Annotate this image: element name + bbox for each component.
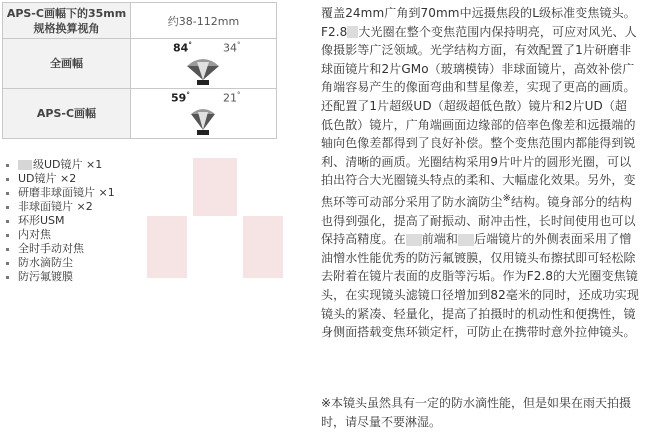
feature-item: 非球面镜片 ×2 (6, 200, 115, 214)
full-frame-tele-angle: 34° (223, 40, 241, 55)
spec-header-aps-equivalent (3, 3, 131, 39)
bullet-icon (6, 192, 9, 195)
feature-item: 内对焦 (6, 228, 115, 242)
bullet-icon (6, 178, 9, 181)
feature-item: 防污氟镀膜 (6, 270, 115, 284)
spec-label-line2: 规格换算视角 (33, 21, 100, 35)
lens-body (197, 80, 209, 85)
lens-description (321, 4, 639, 342)
spec-value-aps-equivalent: 约38-112mm (131, 3, 277, 39)
spec-row-aps-c (3, 89, 277, 139)
aps-c-tele-angle: 21° (223, 90, 241, 105)
bullet-icon (6, 234, 9, 237)
feature-item: UD镜片 ×2 (6, 172, 115, 186)
redacted-block (18, 160, 32, 170)
bullet-icon (6, 206, 9, 209)
feature-item: 全时手动对焦 (6, 242, 115, 256)
description-paragraph (321, 4, 639, 342)
angle-of-view-icon (131, 40, 279, 88)
spec-row-aps-equivalent (3, 3, 277, 39)
watermark-logo (147, 158, 283, 278)
spec-value-aps-c (131, 89, 277, 139)
redacted-block (406, 234, 422, 246)
spec-header-aps-c: APS-C画幅 (3, 89, 131, 139)
angle-of-view-icon (131, 90, 279, 138)
angle-diagram-aps-c (131, 90, 279, 138)
bullet-icon (6, 262, 9, 265)
bullet-icon (6, 164, 9, 167)
description-text-3: 结构。镜身部分的结构也得到强化，提高了耐振动、耐冲击性，长时间使用也可以保持高精度。在 (321, 194, 636, 247)
feature-item: 环形USM (6, 214, 115, 228)
full-frame-wide-angle: 84° (173, 40, 192, 55)
bullet-icon (6, 276, 9, 279)
description-text-5: 后端镜片的外侧表面采用了憎油憎水性能优秀的防污氟镀膜，仅用镜头布擦拭即可轻松除去附着在镜片表面的皮脂等污垢。作为F2.8的大光圈变焦镜头，在实现镜头滤镜口径增加到82毫米的同时，还成功实现镜头的紧凑、轻量化，提高了拍摄时的机动性和便携性，镜身侧面搭载变焦环锁定杆，可防止在携带时意外拉伸镜头。 (321, 232, 639, 340)
bullet-icon (6, 220, 9, 223)
feature-list (6, 158, 115, 284)
feature-item: 防水滴防尘 (6, 256, 115, 270)
spec-table (2, 2, 277, 139)
lens-body (197, 130, 209, 135)
description-text-2: 大光圈在整个变焦范围内保持明亮，可应对风光、人像摄影等广泛领域。光学结构方面，有效配置了1片研磨非球面镜片和2片GMo（玻璃模铸）非球面镜片，高效补偿广角端容易产生的像面弯曲和彗星像差，实现了更高的画质。还配置了1片超级UD（超级超低色散）镜片和2片UD（超低色散）镜片，广角端画面边缘部的倍率色像差和远摄端的轴向色像差都得到了良好补偿。整个变焦范围内都能得到锐利、清晰的画质。光圈结构采用9片叶片的圆形光圈，可以拍出符合大光圈镜头特点的柔和、大幅虚化效果。另外，变焦环等可动部分采用了防水滴防尘 (321, 24, 637, 209)
footnote-mark: ※ (502, 192, 511, 204)
description-text-4: 前端和 (421, 232, 459, 247)
redacted-block (347, 26, 358, 38)
feature-item: 级UD镜片 ×1 (6, 158, 115, 172)
description-text-1: 覆盖24mm广角到70mm中远摄焦段的L级标准变焦镜头。F2.8 (321, 6, 636, 39)
redacted-block (458, 234, 474, 246)
spec-value-full-frame (131, 39, 277, 89)
bullet-icon (6, 248, 9, 251)
angle-diagram-full-frame (131, 40, 279, 88)
spec-header-full-frame: 全画幅 (3, 39, 131, 89)
spec-row-full-frame (3, 39, 277, 89)
spec-label-line1: APS-C画幅下的35mm (6, 6, 127, 20)
waterproof-note: ※本镜头虽然具有一定的防水滴性能，但是如果在雨天拍摄时，请尽量不要淋湿。 (321, 396, 632, 429)
feature-item: 研磨非球面镜片 ×1 (6, 186, 115, 200)
aps-c-wide-angle: 59° (171, 90, 190, 105)
